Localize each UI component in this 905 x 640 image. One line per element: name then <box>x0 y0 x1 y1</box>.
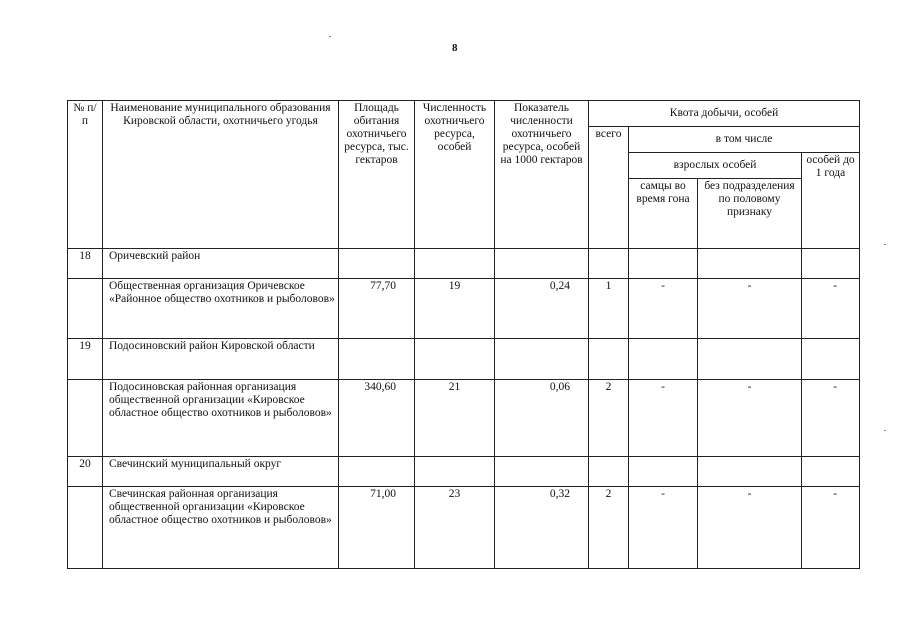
table-body <box>68 249 860 569</box>
cell-total <box>589 457 629 487</box>
cell-num <box>68 380 103 457</box>
table-header <box>68 101 860 249</box>
cell-num: 19 <box>68 339 103 380</box>
cell-under-one <box>802 339 860 380</box>
cell-total <box>589 339 629 380</box>
scan-speck <box>884 430 886 431</box>
header-under-one: особей до 1 года <box>802 153 860 249</box>
header-males: самцы во время гона <box>629 179 698 249</box>
cell-area <box>339 339 415 380</box>
header-quota: Квота добычи, особей <box>589 101 860 127</box>
cell-count: 19 <box>415 279 495 339</box>
cell-name: Общественная организация Оричевское «Районное общество охотников и рыболовов» <box>103 279 339 339</box>
cell-density <box>495 339 589 380</box>
cell-no-sex <box>698 249 802 279</box>
cell-total: 1 <box>589 279 629 339</box>
cell-total: 2 <box>589 487 629 569</box>
cell-num: 20 <box>68 457 103 487</box>
table-row <box>68 380 860 457</box>
cell-under-one: - <box>802 279 860 339</box>
header-total: всего <box>589 127 629 249</box>
table-row <box>68 249 860 279</box>
cell-males <box>629 457 698 487</box>
header-no-sex: без подразделения по половому признаку <box>698 179 802 249</box>
cell-name: Подосиновский район Кировской области <box>103 339 339 380</box>
cell-no-sex: - <box>698 279 802 339</box>
cell-num: 18 <box>68 249 103 279</box>
cell-area: 77,70 <box>339 279 415 339</box>
header-count: Численность охотничьего ресурса, особей <box>415 101 495 249</box>
cell-males: - <box>629 380 698 457</box>
table-row <box>68 279 860 339</box>
cell-density: 0,24 <box>495 279 589 339</box>
table-row <box>68 339 860 380</box>
cell-under-one: - <box>802 380 860 457</box>
cell-males: - <box>629 279 698 339</box>
cell-no-sex: - <box>698 487 802 569</box>
cell-num <box>68 279 103 339</box>
scan-speck <box>329 36 331 37</box>
cell-density <box>495 249 589 279</box>
cell-males <box>629 339 698 380</box>
cell-males <box>629 249 698 279</box>
cell-name: Свечинский муниципальный округ <box>103 457 339 487</box>
header-num: № п/п <box>68 101 103 249</box>
cell-name: Оричевский район <box>103 249 339 279</box>
cell-area: 340,60 <box>339 380 415 457</box>
cell-area <box>339 457 415 487</box>
cell-name: Подосиновская районная организация общественной организации «Кировское областное общество охотников и рыболовов» <box>103 380 339 457</box>
cell-count: 23 <box>415 487 495 569</box>
quota-table <box>67 100 860 569</box>
cell-area: 71,00 <box>339 487 415 569</box>
page-number: 8 <box>452 42 458 54</box>
cell-area <box>339 249 415 279</box>
header-density: Показатель численности охотничьего ресурса, особей на 1000 гектаров <box>495 101 589 249</box>
header-adults: взрослых особей <box>629 153 802 179</box>
cell-density: 0,06 <box>495 380 589 457</box>
header-area: Площадь обитания охотничьего ресурса, тыс. гектаров <box>339 101 415 249</box>
cell-count <box>415 339 495 380</box>
cell-total <box>589 249 629 279</box>
cell-density: 0,32 <box>495 487 589 569</box>
table-row <box>68 457 860 487</box>
cell-no-sex <box>698 457 802 487</box>
cell-males: - <box>629 487 698 569</box>
header-including: в том числе <box>629 127 860 153</box>
cell-name: Свечинская районная организация общественной организации «Кировское областное общество охотников и рыболовов» <box>103 487 339 569</box>
scan-speck <box>884 244 886 245</box>
cell-count: 21 <box>415 380 495 457</box>
cell-no-sex: - <box>698 380 802 457</box>
cell-under-one <box>802 249 860 279</box>
cell-density <box>495 457 589 487</box>
cell-total: 2 <box>589 380 629 457</box>
header-name: Наименование муниципального образования Кировской области, охотничьего угодья <box>103 101 339 249</box>
cell-count <box>415 457 495 487</box>
table-row <box>68 487 860 569</box>
cell-under-one <box>802 457 860 487</box>
cell-count <box>415 249 495 279</box>
cell-under-one: - <box>802 487 860 569</box>
cell-num <box>68 487 103 569</box>
cell-no-sex <box>698 339 802 380</box>
